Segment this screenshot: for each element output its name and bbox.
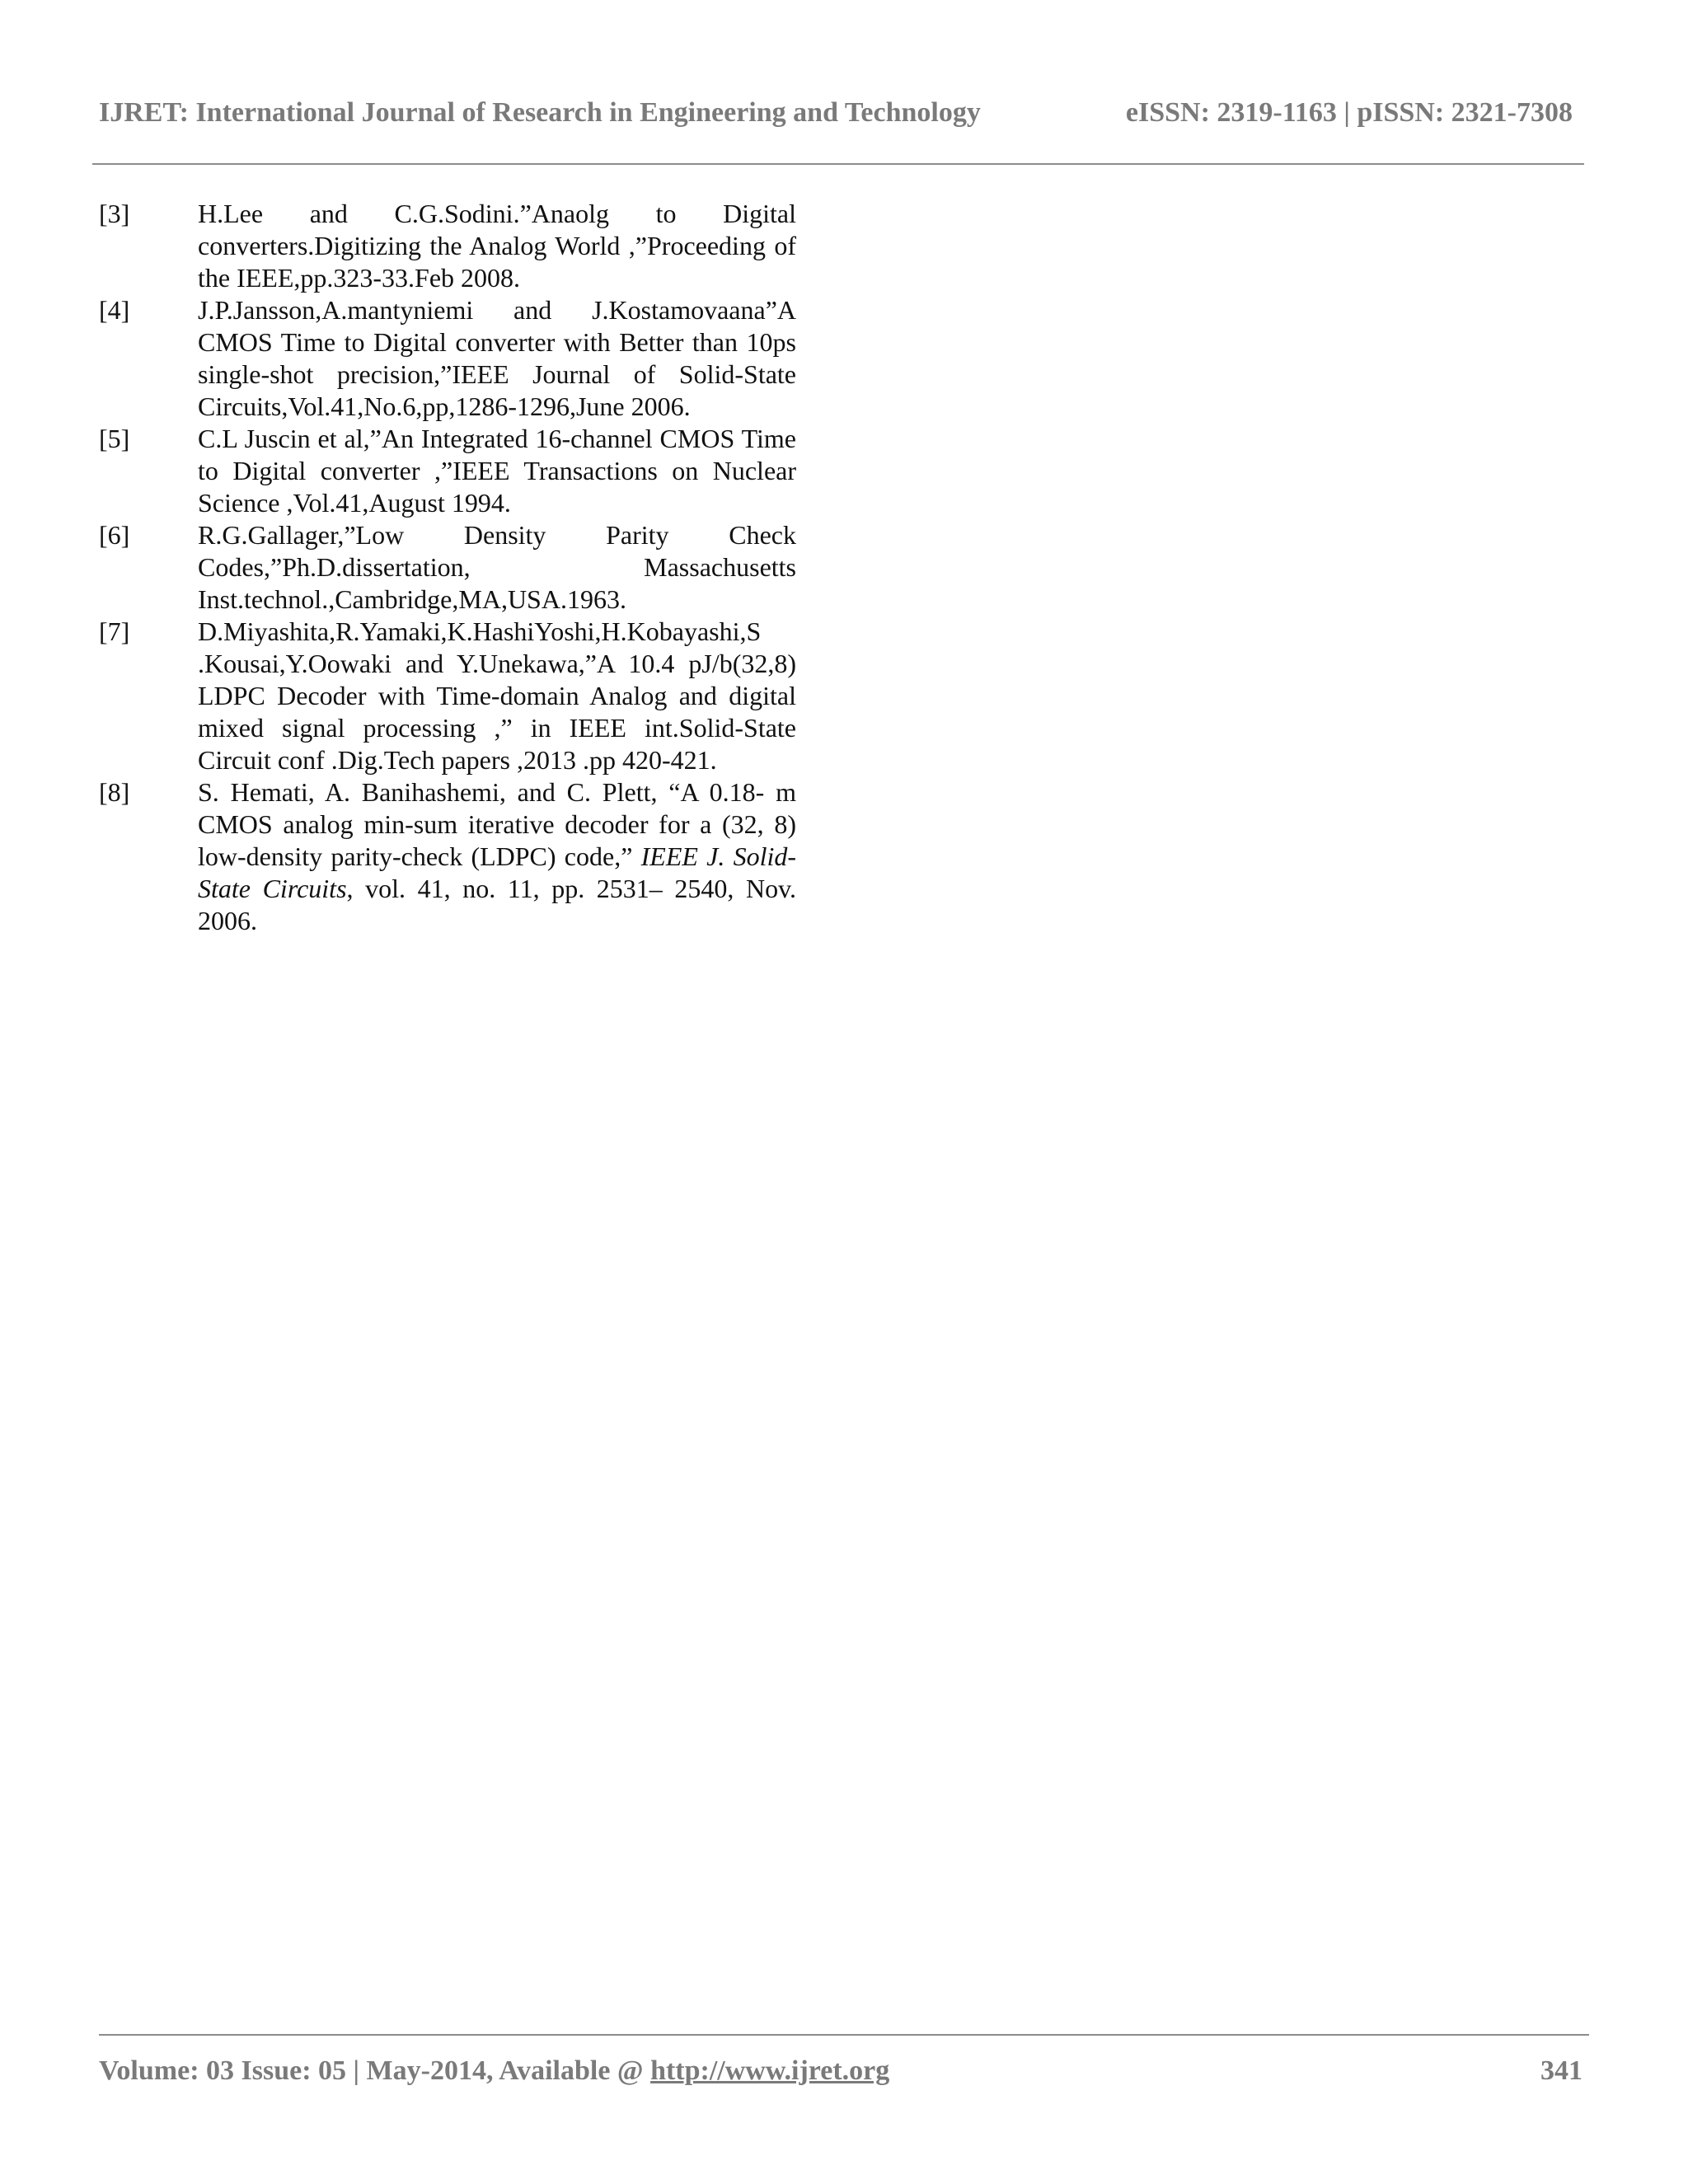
reference-item	[99, 519, 796, 616]
reference-item	[99, 198, 796, 294]
reference-text-part: , vol. 41, no. 11, pp. 2531– 2540, Nov. 2006.	[198, 874, 796, 935]
reference-item	[99, 423, 796, 519]
issn-text: eISSN: 2319-1163 | pISSN: 2321-7308	[1125, 97, 1573, 128]
footer-divider	[99, 2034, 1589, 2036]
reference-list	[99, 198, 796, 937]
page-header	[99, 97, 1573, 135]
reference-text	[198, 776, 796, 937]
journal-title: IJRET: International Journal of Research in Engineering and Technology	[99, 97, 981, 128]
journal-link[interactable]: http://www.ijret.org	[650, 2055, 890, 2086]
reference-text: R.G.Gallager,”Low Density Parity Check Codes,”Ph.D.dissertation, Massachusetts Inst.technol.,Cambridge,MA,USA.1963.	[198, 520, 796, 614]
reference-item	[99, 294, 796, 423]
reference-number: [5]	[99, 424, 130, 453]
reference-text: J.P.Jansson,A.mantyniemi and J.Kostamovaana”A CMOS Time to Digital converter with Better than 10ps single-shot precision,”IEEE Journal of Solid-State Circuits,Vol.41,No.6,pp,1286-1296,June 2006.	[198, 295, 796, 421]
reference-number: [6]	[99, 520, 130, 550]
reference-text: C.L Juscin et al,”An Integrated 16-channel CMOS Time to Digital converter ,”IEEE Transactions on Nuclear Science ,Vol.41,August 1994.	[198, 424, 796, 518]
reference-journal-italic: IEEE J. Solid-State Circuits	[198, 841, 797, 903]
reference-number: [3]	[99, 199, 130, 228]
volume-text: Volume: 03 Issue: 05 | May-2014, Available @	[99, 2055, 651, 2086]
reference-number: [4]	[99, 295, 130, 325]
reference-text: D.Miyashita,R.Yamaki,K.HashiYoshi,H.Kobayashi,S .Kousai,Y.Oowaki and Y.Unekawa,”A 10.4 pJ/b(32,8) LDPC Decoder with Time-domain Analog and digital mixed signal processing ,” in IEEE int.Solid-State Circuit conf .Dig.Tech papers ,2013 .pp 420-421.	[198, 616, 796, 775]
reference-text: H.Lee and C.G.Sodini.”Anaolg to Digital converters.Digitizing the Analog World ,”Proceeding of the IEEE,pp.323-33.Feb 2008.	[198, 199, 796, 293]
reference-number: [8]	[99, 777, 130, 807]
reference-number: [7]	[99, 616, 130, 646]
header-divider	[92, 163, 1584, 165]
reference-item	[99, 616, 796, 776]
reference-text-part: S. Hemati, A. Banihashemi, and C. Plett, “A 0.18- m CMOS analog min-sum iterative decoder for a (32, 8) low-density parity-check (LDPC) code,”	[198, 777, 796, 871]
page-number: 341	[1540, 2055, 1582, 2086]
volume-info	[99, 2055, 889, 2087]
reference-item	[99, 776, 796, 937]
page-footer	[99, 2055, 1582, 2093]
